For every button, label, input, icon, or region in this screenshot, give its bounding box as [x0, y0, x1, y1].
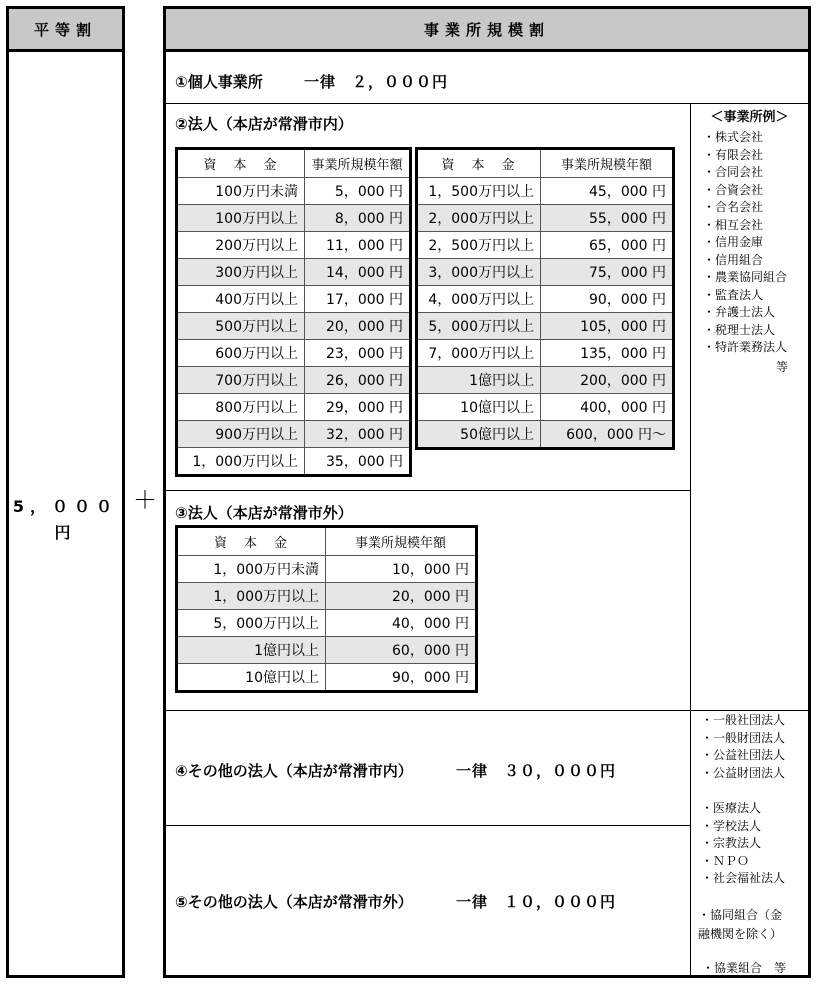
table-row [177, 556, 477, 583]
table-row [177, 583, 477, 610]
examples-other-list-c [698, 906, 782, 944]
table-row [417, 421, 674, 449]
list-item: ・信用金庫 [703, 235, 764, 249]
list-item: ・信用組合 [703, 252, 764, 267]
section-other-in-city-rate: 一律 ３０，０００円 [455, 762, 616, 780]
amount-cell: 60，000 円 [326, 637, 477, 664]
table-row [177, 421, 411, 448]
flat-rate-value: 5，０００ [12, 497, 119, 516]
table-row [417, 340, 674, 367]
amount-cell: 200，000 円 [541, 367, 674, 394]
capital-cell: 5，000万円以上 [417, 313, 541, 340]
section-individual-rate: 一律 ２，０００円 [303, 73, 448, 91]
amount-cell: 65，000 円 [541, 232, 674, 259]
table-row [177, 394, 411, 421]
capital-cell: 100万円以上 [177, 205, 305, 232]
capital-cell: 5，000万円以上 [177, 610, 326, 637]
col-amount: 事業所規模年額 [305, 149, 411, 178]
amount-cell: 11，000 円 [305, 232, 411, 259]
table-row [177, 610, 477, 637]
flat-rate-header: 平等割 [9, 9, 122, 52]
amount-cell: 23，000 円 [305, 340, 411, 367]
capital-cell: 1，000万円以上 [177, 448, 305, 476]
divider [166, 710, 808, 711]
examples-other-d: ・協業組合 等 [702, 961, 787, 975]
list-item: ・弁護士法人 [703, 305, 776, 319]
divider [166, 825, 690, 826]
capital-cell: 1億円以上 [417, 367, 541, 394]
list-item: ・社会福祉法人 [701, 871, 786, 885]
table-row [417, 286, 674, 313]
section-other-out-city-label: ⑤その他の法人（本店が常滑市外） [175, 893, 413, 911]
list-item: 融機関を除く） [698, 927, 783, 941]
list-item: ・有限会社 [703, 147, 764, 162]
table-row [177, 178, 411, 205]
capital-cell: 300万円以上 [177, 259, 305, 286]
capital-cell: 4，000万円以上 [417, 286, 541, 313]
examples-corp-suffix: 等 [776, 360, 789, 374]
amount-cell: 17，000 円 [305, 286, 411, 313]
table-row [417, 178, 674, 205]
table-row [177, 448, 411, 476]
amount-cell: 55，000 円 [541, 205, 674, 232]
amount-cell: 600，000 円～ [541, 421, 674, 449]
corp-out-city-table [175, 525, 478, 693]
capital-cell: 900万円以上 [177, 421, 305, 448]
list-item: ・公益財団法人 [701, 765, 786, 780]
capital-cell: 2，000万円以上 [417, 205, 541, 232]
list-item: ・宗教法人 [701, 836, 762, 850]
section-corp-in-city-label: ②法人（本店が常滑市内） [175, 115, 353, 133]
flat-rate-column [6, 6, 125, 978]
amount-cell: 75，000 円 [541, 259, 674, 286]
table-row [417, 367, 674, 394]
col-capital: 資 本 金 [177, 527, 326, 556]
table-row [417, 259, 674, 286]
table-row [177, 637, 477, 664]
amount-cell: 400，000 円 [541, 394, 674, 421]
divider [166, 490, 690, 491]
scale-rate-header: 事業所規模割 [166, 9, 808, 52]
table-row [417, 394, 674, 421]
list-item: ・一般財団法人 [701, 730, 786, 745]
amount-cell: 20，000 円 [305, 313, 411, 340]
table-row [177, 313, 411, 340]
capital-cell: 1億円以上 [177, 637, 326, 664]
capital-cell: 500万円以上 [177, 313, 305, 340]
capital-cell: 10億円以上 [417, 394, 541, 421]
table-row [177, 340, 411, 367]
divider [166, 103, 808, 104]
section-individual [175, 71, 448, 92]
examples-corp-list [703, 129, 787, 357]
examples-divider [690, 103, 691, 975]
amount-cell: 90，000 円 [326, 664, 477, 692]
section-other-out-city [175, 891, 616, 912]
capital-cell: 3，000万円以上 [417, 259, 541, 286]
capital-cell: 700万円以上 [177, 367, 305, 394]
list-item: ・合同会社 [703, 165, 764, 179]
col-amount: 事業所規模年額 [541, 149, 674, 178]
plus-sign: ＋ [133, 486, 157, 514]
examples-other-list-b [701, 800, 785, 888]
amount-cell: 20，000 円 [326, 583, 477, 610]
corp-in-city-table-a [175, 147, 412, 477]
section-other-out-city-rate: 一律 １０，０００円 [455, 893, 616, 911]
capital-cell: 100万円未満 [177, 178, 305, 205]
table-row [177, 367, 411, 394]
list-item: ・農業協同組合 [703, 270, 788, 284]
list-item: ・合資会社 [703, 182, 764, 197]
list-item: ・合名会社 [703, 200, 764, 214]
capital-cell: 400万円以上 [177, 286, 305, 313]
amount-cell: 135，000 円 [541, 340, 674, 367]
amount-cell: 40，000 円 [326, 610, 477, 637]
list-item: ・特許業務法人 [703, 340, 788, 354]
capital-cell: 50億円以上 [417, 421, 541, 449]
capital-cell: 2，500万円以上 [417, 232, 541, 259]
capital-cell: 600万円以上 [177, 340, 305, 367]
amount-cell: 5，000 円 [305, 178, 411, 205]
list-item: ・学校法人 [701, 818, 762, 833]
table-row [417, 205, 674, 232]
table-row [177, 259, 411, 286]
list-item: ・株式会社 [703, 130, 764, 144]
table-row [177, 232, 411, 259]
list-item: ・ＮＰＯ [701, 853, 750, 868]
scale-rate-panel [163, 6, 811, 978]
examples-title: ＜事業所例＞ [710, 110, 789, 125]
list-item: ・協同組合（金 [698, 908, 783, 922]
amount-cell: 14，000 円 [305, 259, 411, 286]
list-item: ・公益社団法人 [701, 748, 786, 762]
amount-cell: 105，000 円 [541, 313, 674, 340]
capital-cell: 200万円以上 [177, 232, 305, 259]
capital-cell: 800万円以上 [177, 394, 305, 421]
amount-cell: 10，000 円 [326, 556, 477, 583]
capital-cell: 1，000万円未満 [177, 556, 326, 583]
list-item: ・相互会社 [703, 217, 764, 232]
table-row [417, 232, 674, 259]
table-row [177, 286, 411, 313]
capital-cell: 1，500万円以上 [417, 178, 541, 205]
amount-cell: 32，000 円 [305, 421, 411, 448]
list-item: ・医療法人 [701, 801, 762, 815]
corp-in-city-table-b [415, 147, 675, 450]
examples-other-list-a [701, 712, 785, 782]
capital-cell: 7，000万円以上 [417, 340, 541, 367]
col-amount: 事業所規模年額 [326, 527, 477, 556]
section-other-in-city-label: ④その他の法人（本店が常滑市内） [175, 762, 413, 780]
list-item: ・一般社団法人 [701, 713, 786, 727]
col-capital: 資 本 金 [417, 149, 541, 178]
list-item: ・監査法人 [703, 287, 764, 302]
amount-cell: 45，000 円 [541, 178, 674, 205]
col-capital: 資 本 金 [177, 149, 305, 178]
flat-rate-unit: 円 [54, 523, 77, 542]
table-row [177, 664, 477, 692]
amount-cell: 29，000 円 [305, 394, 411, 421]
capital-cell: 10億円以上 [177, 664, 326, 692]
flat-rate-amount [9, 494, 122, 546]
list-item: ・税理士法人 [703, 322, 776, 337]
amount-cell: 35，000 円 [305, 448, 411, 476]
table-row [177, 205, 411, 232]
section-other-in-city [175, 760, 616, 781]
section-individual-label: ①個人事業所 [175, 73, 263, 91]
amount-cell: 8，000 円 [305, 205, 411, 232]
capital-cell: 1，000万円以上 [177, 583, 326, 610]
section-corp-out-city-label: ③法人（本店が常滑市外） [175, 504, 353, 522]
amount-cell: 26，000 円 [305, 367, 411, 394]
amount-cell: 90，000 円 [541, 286, 674, 313]
table-row [417, 313, 674, 340]
